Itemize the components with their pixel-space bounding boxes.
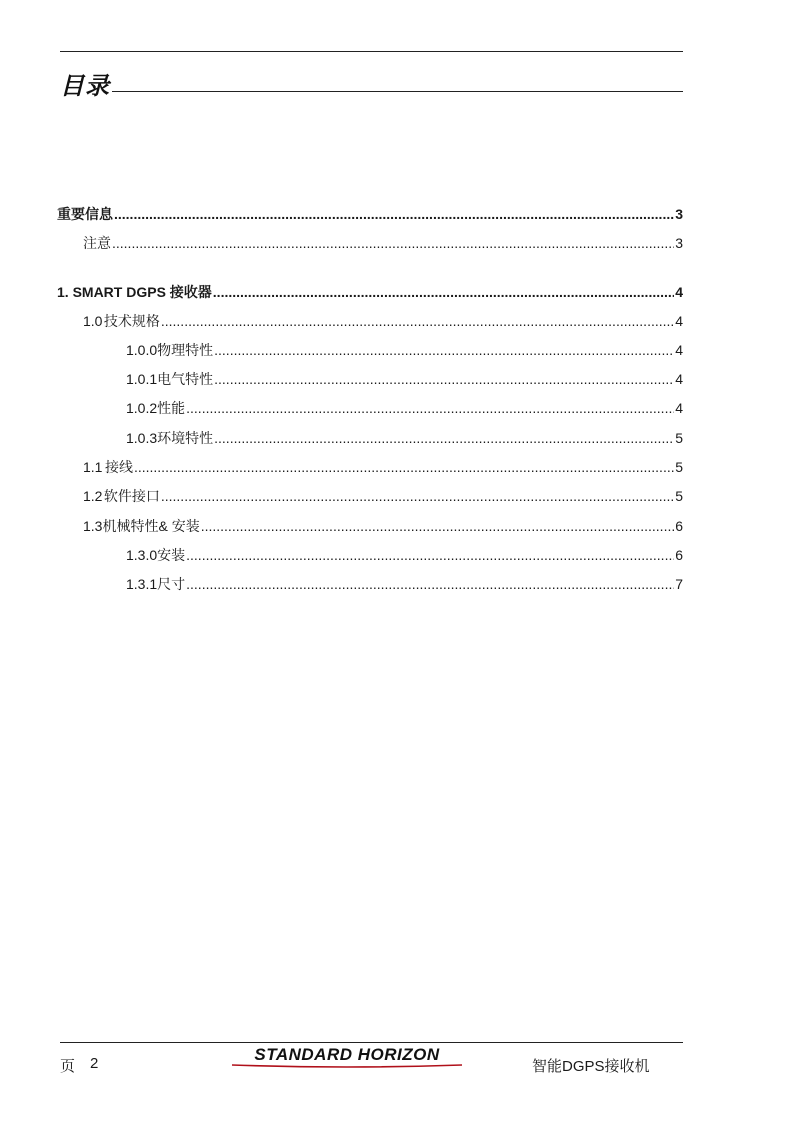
toc-entry-number: 1.0.2 xyxy=(126,400,158,416)
toc-entry-1-3[interactable] xyxy=(83,517,683,535)
top-rule xyxy=(60,51,683,52)
toc-entry-notice[interactable] xyxy=(83,234,683,252)
toc-entry-1-0-3[interactable] xyxy=(126,429,683,447)
footer-page-label: 页 xyxy=(60,1058,76,1075)
toc-dot-leader xyxy=(186,575,674,593)
toc-entry-number: 1.3.0 xyxy=(126,547,158,563)
toc-entry-label: 软件接口 xyxy=(103,488,160,504)
toc-dot-leader xyxy=(186,546,674,564)
toc-entry-label: 性能 xyxy=(157,400,186,416)
toc-entry-page: 4 xyxy=(675,400,683,416)
toc-entry-page: 3 xyxy=(675,235,683,251)
footer-rule xyxy=(60,1042,683,1043)
standard-horizon-logo xyxy=(226,1044,468,1070)
toc-entry-page: 6 xyxy=(675,518,683,534)
toc-entry-number: 1.0.0 xyxy=(126,342,158,358)
page-title: 目录 xyxy=(60,73,110,100)
toc-entry-label: 电气特性 xyxy=(157,371,214,387)
logo-swoosh xyxy=(232,1065,462,1067)
toc-dot-leader xyxy=(201,517,675,535)
toc-entry-label: 尺寸 xyxy=(157,576,186,592)
toc-entry-number: 1.2 xyxy=(83,488,103,504)
toc-entry-page: 6 xyxy=(675,547,683,563)
toc-entry-page: 5 xyxy=(675,488,683,504)
toc-entry-label: 物理特性 xyxy=(157,342,214,358)
toc-entry-label: 环境特性 xyxy=(157,430,214,446)
toc-dot-leader xyxy=(161,312,674,330)
toc-entry-1-2[interactable] xyxy=(83,487,683,505)
toc-dot-leader xyxy=(161,487,674,505)
toc-dot-leader xyxy=(213,283,674,301)
toc-entry-chapter-1[interactable] xyxy=(57,283,683,301)
title-underline xyxy=(112,91,683,92)
toc-dot-leader xyxy=(134,458,674,476)
toc-entry-label: 接线 xyxy=(104,459,133,475)
toc-entry-label: 安装 xyxy=(157,547,186,563)
toc-dot-leader xyxy=(214,341,674,359)
toc-dot-leader xyxy=(186,399,674,417)
toc-entry-1-0-2[interactable] xyxy=(126,399,683,417)
toc-entry-page: 3 xyxy=(675,206,683,222)
toc-entry-1-0-0[interactable] xyxy=(126,341,683,359)
toc-entry-1-3-1[interactable] xyxy=(126,575,683,593)
toc-dot-leader xyxy=(214,429,674,447)
logo-wordmark: STANDARD HORIZON xyxy=(254,1045,440,1064)
toc-dot-leader xyxy=(214,370,674,388)
toc-entry-1-0[interactable] xyxy=(83,312,683,330)
toc-entry-page: 5 xyxy=(675,430,683,446)
toc-entry-label: 机械特性& 安装 xyxy=(102,518,200,534)
toc-entry-page: 4 xyxy=(675,342,683,358)
toc-entry-label: 重要信息 xyxy=(57,206,113,222)
toc-entry-number: 1.0.1 xyxy=(126,371,158,387)
toc-entry-label: 注意 xyxy=(83,235,111,251)
toc-entry-page: 4 xyxy=(675,284,683,300)
toc-entry-1-0-1[interactable] xyxy=(126,370,683,388)
toc-dot-leader xyxy=(114,205,674,223)
toc-entry-page: 7 xyxy=(675,576,683,592)
toc-entry-label: 技术规格 xyxy=(103,313,160,329)
toc-dot-leader xyxy=(112,234,674,252)
toc-entry-number: 1.0.3 xyxy=(126,430,158,446)
toc-entry-page: 4 xyxy=(675,313,683,329)
toc-entry-1-3-0[interactable] xyxy=(126,546,683,564)
toc-entry-1-1[interactable] xyxy=(83,458,683,476)
toc-entry-number: 1.1 xyxy=(83,459,103,475)
toc-entry-number: 1.3 xyxy=(83,518,103,534)
toc-entry-important-info[interactable] xyxy=(57,205,683,223)
toc-entry-page: 4 xyxy=(675,371,683,387)
footer-page-number: 2 xyxy=(90,1055,99,1072)
toc-entry-number: 1.3.1 xyxy=(126,576,158,592)
footer-product-name: 智能DGPS接收机 xyxy=(532,1058,650,1075)
toc-entry-number: 1.0 xyxy=(83,313,103,329)
toc-entry-label: 1. SMART DGPS 接收器 xyxy=(57,284,212,300)
toc-entry-page: 5 xyxy=(675,459,683,475)
